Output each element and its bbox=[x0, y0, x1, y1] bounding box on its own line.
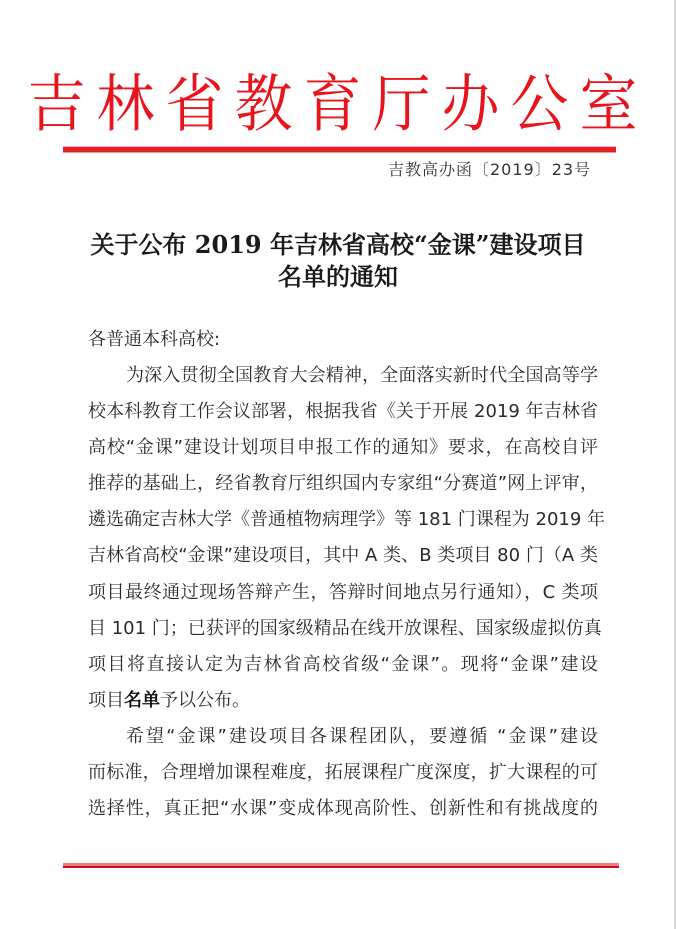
paragraph-1-last-line bbox=[88, 686, 250, 716]
paragraph-2-line: 选择性，真正把“水课”变成体现高阶性、创新性和有挑战度的 bbox=[88, 798, 598, 819]
paragraph-2-line: 希望“金课”建设项目各课程团队，要遵循 “金课”建设 bbox=[126, 726, 598, 747]
footer-red-rule bbox=[63, 863, 619, 868]
list-emphasis: 名单 bbox=[124, 690, 160, 711]
paragraph-2-line: 而标准，合理增加课程难度，拓展课程广度深度，扩大课程的可 bbox=[88, 762, 598, 783]
paragraph-1-line: 校本科教育工作会议部署，根据我省《关于开展 2019 年吉林省 bbox=[88, 401, 598, 422]
document-title bbox=[0, 229, 676, 293]
last-line-prefix: 项目 bbox=[88, 690, 124, 711]
paragraph-1-line: 遴选确定吉林大学《普通植物病理学》等 181 门课程为 2019 年 bbox=[88, 509, 606, 530]
title-line-2: 名单的通知 bbox=[278, 262, 398, 291]
salutation: 各普通本科高校: bbox=[88, 329, 221, 350]
paragraph-1-line: 项目最终通过现场答辩产生，答辩时间地点另行通知），C 类项 bbox=[88, 582, 598, 603]
masthead-red-rule bbox=[63, 147, 616, 152]
paragraph-1-line: 吉林省高校“金课”建设项目，其中 A 类、B 类项目 80 门（A 类 bbox=[88, 545, 598, 566]
document-number: 吉教高办函〔2019〕23号 bbox=[388, 160, 592, 179]
paragraph-1-line: 高校“金课”建设计划项目申报工作的通知》要求，在高校自评 bbox=[88, 437, 598, 458]
last-line-suffix: 予以公布。 bbox=[160, 690, 250, 711]
paragraph-1-line: 为深入贯彻全国教育大会精神，全面落实新时代全国高等学 bbox=[126, 365, 598, 386]
paragraph-1-line: 推荐的基础上，经省教育厅组织国内专家组“分赛道”网上评审， bbox=[88, 473, 598, 494]
paragraph-1-line: 项目将直接认定为吉林省高校省级“金课”。现将“金课”建设 bbox=[88, 654, 598, 675]
paragraph-1-line: 目 101 门；已获评的国家级精品在线开放课程、国家级虚拟仿真 bbox=[88, 618, 602, 639]
title-line-1: 关于公布 2019 年吉林省高校“金课”建设项目 bbox=[90, 230, 586, 259]
issuer-masthead: 吉林省教育厅办公室 bbox=[27, 67, 649, 141]
